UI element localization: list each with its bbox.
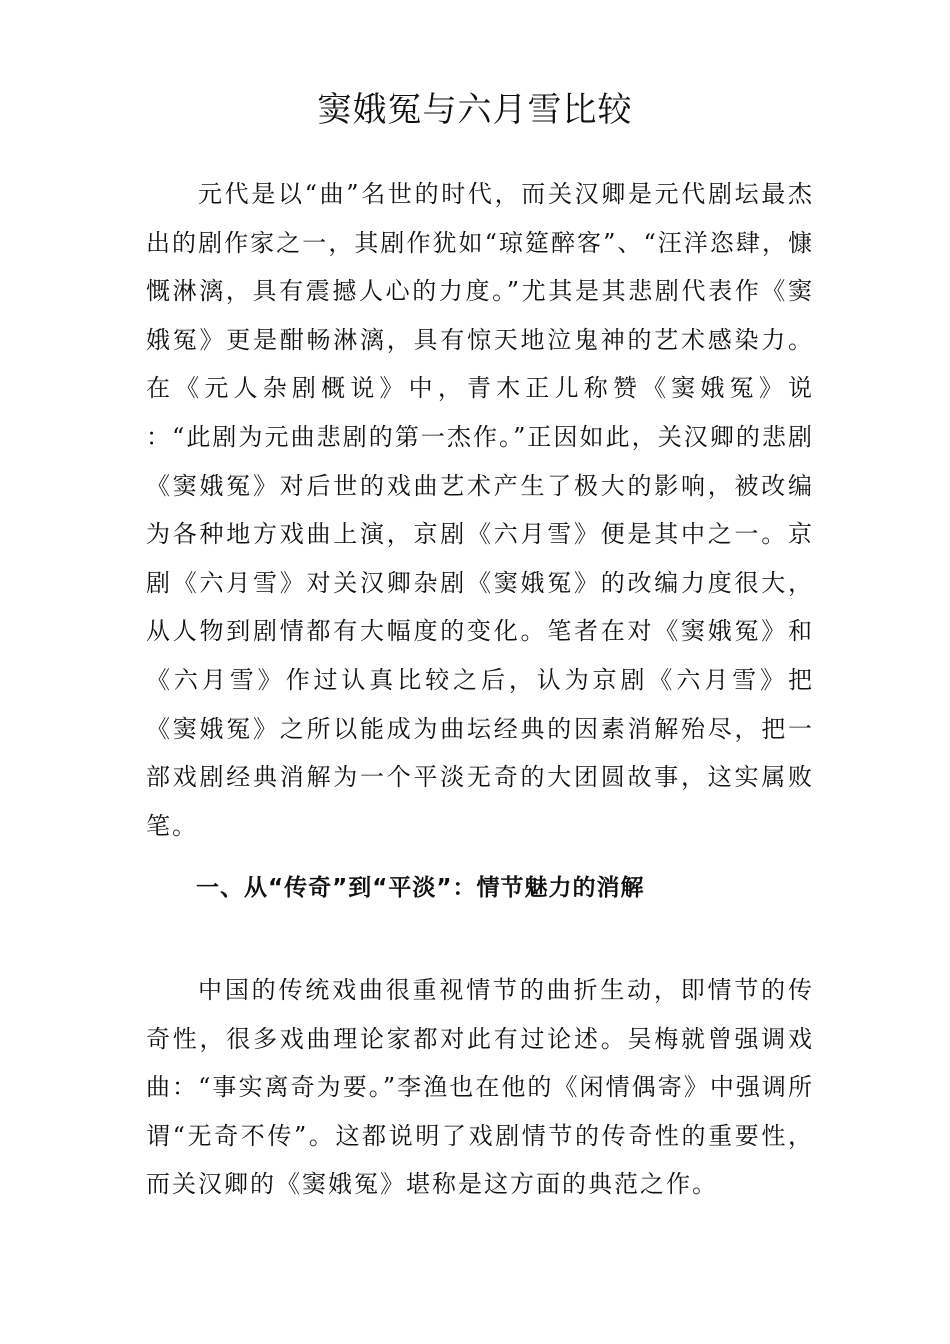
document-title: 窦娥冤与六月雪比较: [317, 90, 633, 130]
intro-paragraph: 元代是以“曲”名世的时代，而关汉卿是元代剧坛最杰出的剧作家之一，其剧作犹如“琼筵醉客”、“汪洋恣肆，慷慨淋漓，具有震撼人心的力度。”尤其是其悲剧代表作《窦娥冤》更是酣畅淋漓，具有惊天地泣鬼神的艺术感染力。在《元人杂剧概说》中，青木正儿称赞《窦娥冤》说 ：“此剧为元曲悲剧的第一杰作。”正因如此，关汉卿的悲剧《窦娥冤》对后世的戏曲艺术产生了极大的影响，被改编为各种地方戏曲上演，京剧《六月雪》便是其中之一。京剧《六月雪》对关汉卿杂剧《窦娥冤》的改编力度很大，从人物到剧情都有大幅度的变化。笔者在对《窦娥冤》和《六月雪》作过认真比较之后，认为京剧《六月雪》把《窦娥冤》之所以能成为曲坛经典的因素消解殆尽，把一部戏剧经典消解为一个平淡无奇的大团圆故事，这实属败笔。: [146, 180, 814, 840]
section-heading: 一、从“传奇”到“平淡”：情节魅力的消解: [196, 875, 645, 901]
section-paragraph: 中国的传统戏曲很重视情节的曲折生动，即情节的传奇性，很多戏曲理论家都对此有过论述。吴梅就曾强调戏曲：“事实离奇为要。”李渔也在他的《闲情偶寄》中强调所谓“无奇不传”。这都说明了戏剧情节的传奇性的重要性，而关汉卿的《窦娥冤》堪称是这方面的典范之作。: [146, 976, 814, 1199]
